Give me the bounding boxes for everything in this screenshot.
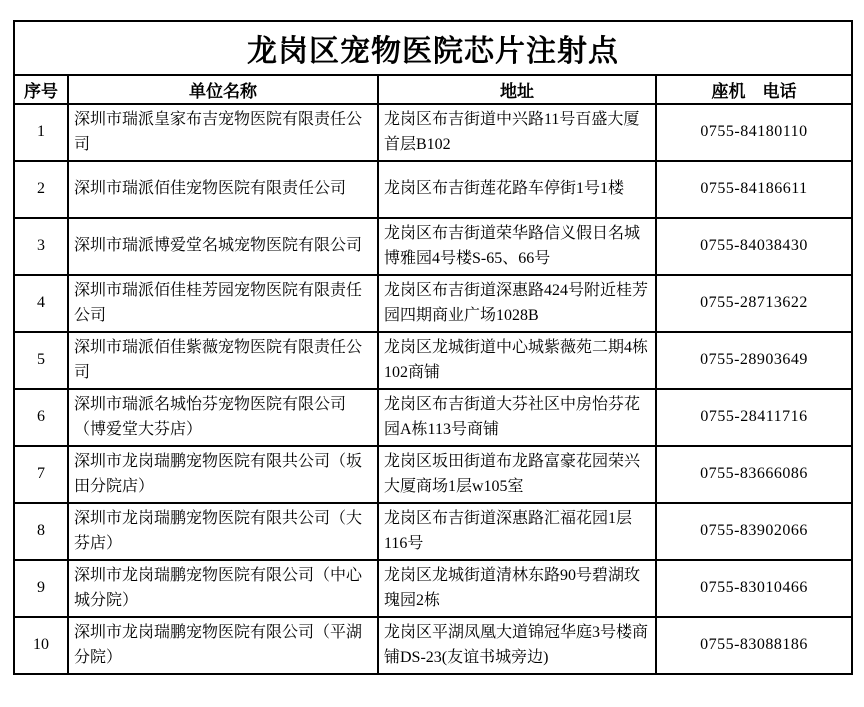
- table-row: [14, 503, 852, 560]
- phone-cell: 0755-83902066: [656, 503, 852, 560]
- table-header-row: [14, 75, 852, 104]
- table-row: [14, 275, 852, 332]
- pet-hospital-chip-table: [13, 20, 853, 675]
- unit-name-cell: 深圳市龙岗瑞鹏宠物医院有限共公司（大芬店）: [68, 503, 378, 560]
- table-row: [14, 218, 852, 275]
- address-cell: 龙岗区布吉街道荣华路信义假日名城博雅园4号楼S-65、66号: [378, 218, 656, 275]
- address-cell: 龙岗区龙城街道清林东路90号碧湖玫瑰园2栋: [378, 560, 656, 617]
- phone-cell: 0755-28903649: [656, 332, 852, 389]
- row-index-cell: 6: [14, 389, 68, 446]
- unit-name-cell: 深圳市瑞派皇家布吉宠物医院有限责任公司: [68, 104, 378, 161]
- address-cell: 龙岗区布吉街莲花路车停街1号1楼: [378, 161, 656, 218]
- row-index-cell: 10: [14, 617, 68, 674]
- address-cell: 龙岗区布吉街道深惠路424号附近桂芳园四期商业广场1028B: [378, 275, 656, 332]
- phone-cell: 0755-84180110: [656, 104, 852, 161]
- address-cell: 龙岗区布吉街道中兴路11号百盛大厦首层B102: [378, 104, 656, 161]
- column-header-phone: 座机 电话: [656, 75, 852, 104]
- table-row: [14, 560, 852, 617]
- address-cell: 龙岗区龙城街道中心城紫薇苑二期4栋102商铺: [378, 332, 656, 389]
- address-cell: 龙岗区布吉街道深惠路汇福花园1层116号: [378, 503, 656, 560]
- table-row: [14, 389, 852, 446]
- table-row: [14, 617, 852, 674]
- unit-name-cell: 深圳市龙岗瑞鹏宠物医院有限共公司（坂田分院店）: [68, 446, 378, 503]
- address-cell: 龙岗区布吉街道大芬社区中房怡芬花园A栋113号商铺: [378, 389, 656, 446]
- table-title: 龙岗区宠物医院芯片注射点: [14, 21, 852, 75]
- row-index-cell: 1: [14, 104, 68, 161]
- phone-cell: 0755-84186611: [656, 161, 852, 218]
- row-index-cell: 2: [14, 161, 68, 218]
- unit-name-cell: 深圳市瑞派佰佳紫薇宠物医院有限责任公司: [68, 332, 378, 389]
- unit-name-cell: 深圳市龙岗瑞鹏宠物医院有限公司（平湖分院）: [68, 617, 378, 674]
- row-index-cell: 8: [14, 503, 68, 560]
- row-index-cell: 3: [14, 218, 68, 275]
- column-header-index: 序号: [14, 75, 68, 104]
- phone-cell: 0755-28411716: [656, 389, 852, 446]
- row-index-cell: 9: [14, 560, 68, 617]
- unit-name-cell: 深圳市瑞派博爱堂名城宠物医院有限公司: [68, 218, 378, 275]
- phone-cell: 0755-83010466: [656, 560, 852, 617]
- phone-cell: 0755-83088186: [656, 617, 852, 674]
- unit-name-cell: 深圳市龙岗瑞鹏宠物医院有限公司（中心城分院）: [68, 560, 378, 617]
- unit-name-cell: 深圳市瑞派名城怡芬宠物医院有限公司（博爱堂大芬店）: [68, 389, 378, 446]
- table-body: [14, 104, 852, 674]
- row-index-cell: 5: [14, 332, 68, 389]
- table-row: [14, 446, 852, 503]
- table-row: [14, 332, 852, 389]
- phone-cell: 0755-83666086: [656, 446, 852, 503]
- column-header-unit-name: 单位名称: [68, 75, 378, 104]
- unit-name-cell: 深圳市瑞派佰佳宠物医院有限责任公司: [68, 161, 378, 218]
- table-row: [14, 104, 852, 161]
- address-cell: 龙岗区平湖凤凰大道锦冠华庭3号楼商铺DS-23(友谊书城旁边): [378, 617, 656, 674]
- unit-name-cell: 深圳市瑞派佰佳桂芳园宠物医院有限责任公司: [68, 275, 378, 332]
- address-cell: 龙岗区坂田街道布龙路富豪花园荣兴大厦商场1层w105室: [378, 446, 656, 503]
- row-index-cell: 4: [14, 275, 68, 332]
- phone-cell: 0755-84038430: [656, 218, 852, 275]
- table-title-row: [14, 21, 852, 75]
- table-row: [14, 161, 852, 218]
- phone-cell: 0755-28713622: [656, 275, 852, 332]
- row-index-cell: 7: [14, 446, 68, 503]
- column-header-address: 地址: [378, 75, 656, 104]
